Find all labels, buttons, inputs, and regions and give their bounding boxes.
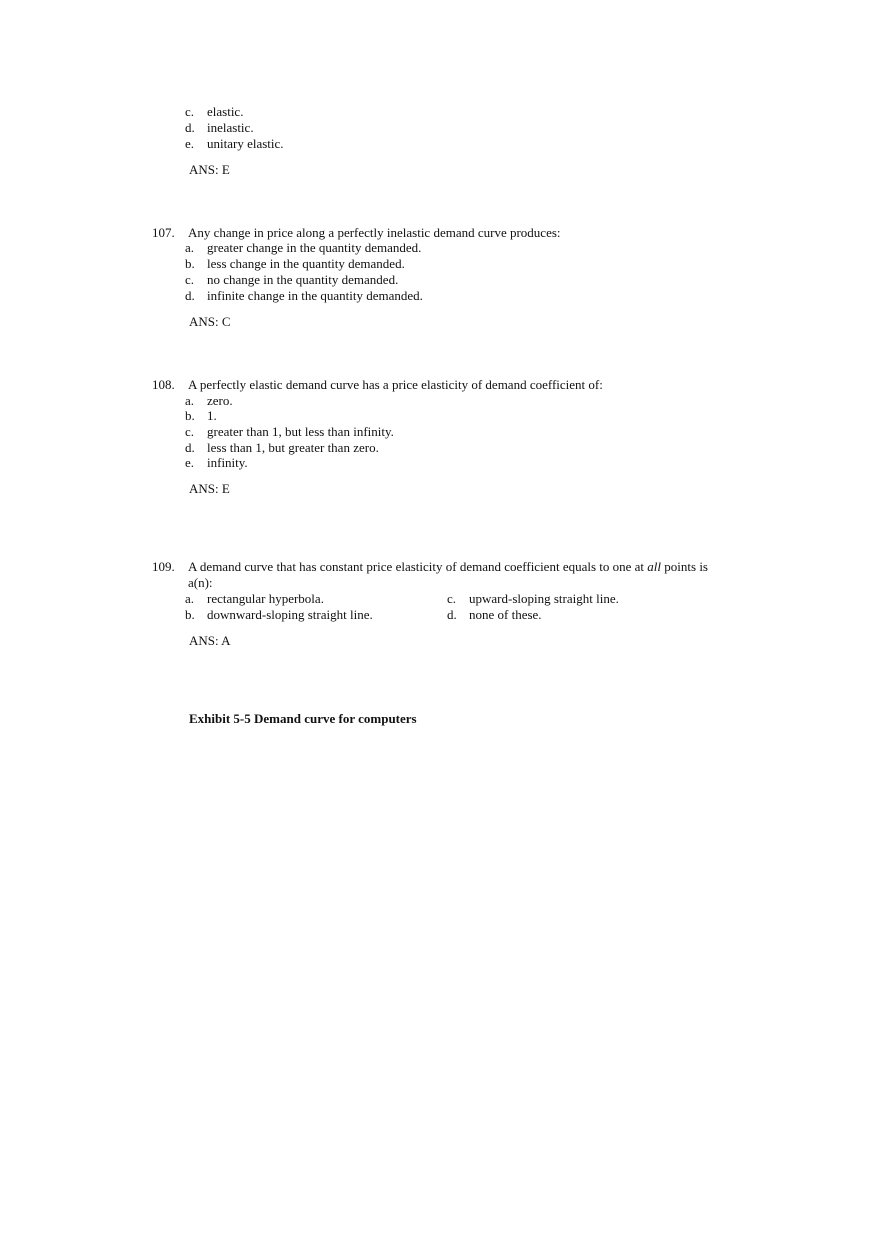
answer: ANS: A [189,633,231,648]
option-letter: a. [185,240,195,255]
option-letter: d. [447,607,457,622]
option-text: inelastic. [207,120,254,135]
option-letter: d. [185,440,195,455]
option-text: less change in the quantity demanded. [207,256,405,271]
option-text: downward-sloping straight line. [207,607,373,622]
option-letter: c. [185,104,195,119]
option-text: elastic. [207,104,244,119]
exhibit-title: Exhibit 5-5 Demand curve for computers [189,711,417,726]
option-letter: d. [185,288,195,303]
answer: ANS: E [189,481,230,496]
question-number: 109. [152,559,175,574]
option-text: unitary elastic. [207,136,284,151]
option-text: none of these. [469,607,542,622]
option-letter: c. [185,272,195,287]
question-stem: Any change in price along a perfectly inelastic demand curve produces: [188,225,561,240]
option-letter: e. [185,455,195,470]
answer: ANS: C [189,314,231,329]
answer: ANS: E [189,162,230,177]
option-letter: d. [185,120,195,135]
option-text: greater change in the quantity demanded. [207,240,422,255]
option-letter: b. [185,607,195,622]
stem-text: A demand curve that has constant price elasticity of demand coefficient equals to one at [188,559,648,574]
option-text: upward-sloping straight line. [469,591,619,606]
option-letter: c. [447,591,457,606]
question-stem: A perfectly elastic demand curve has a price elasticity of demand coefficient of: [188,377,603,392]
option-letter: e. [185,136,195,151]
option-text: rectangular hyperbola. [207,591,324,606]
option-text: greater than 1, but less than infinity. [207,424,394,439]
option-letter: c. [185,424,195,439]
option-letter: a. [185,591,195,606]
option-text: 1. [207,408,217,423]
option-letter: a. [185,393,195,408]
option-letter: b. [185,256,195,271]
option-text: zero. [207,393,233,408]
question-stem-line2: a(n): [188,575,213,590]
question-number: 107. [152,225,175,240]
option-text: no change in the quantity demanded. [207,272,399,287]
stem-italic: all [647,559,662,574]
option-text: infinite change in the quantity demanded. [207,288,423,303]
option-letter: b. [185,408,195,423]
stem-text: points is [661,559,708,574]
option-text: infinity. [207,455,248,470]
option-text: less than 1, but greater than zero. [207,440,379,455]
question-number: 108. [152,377,175,392]
question-stem [188,559,708,575]
